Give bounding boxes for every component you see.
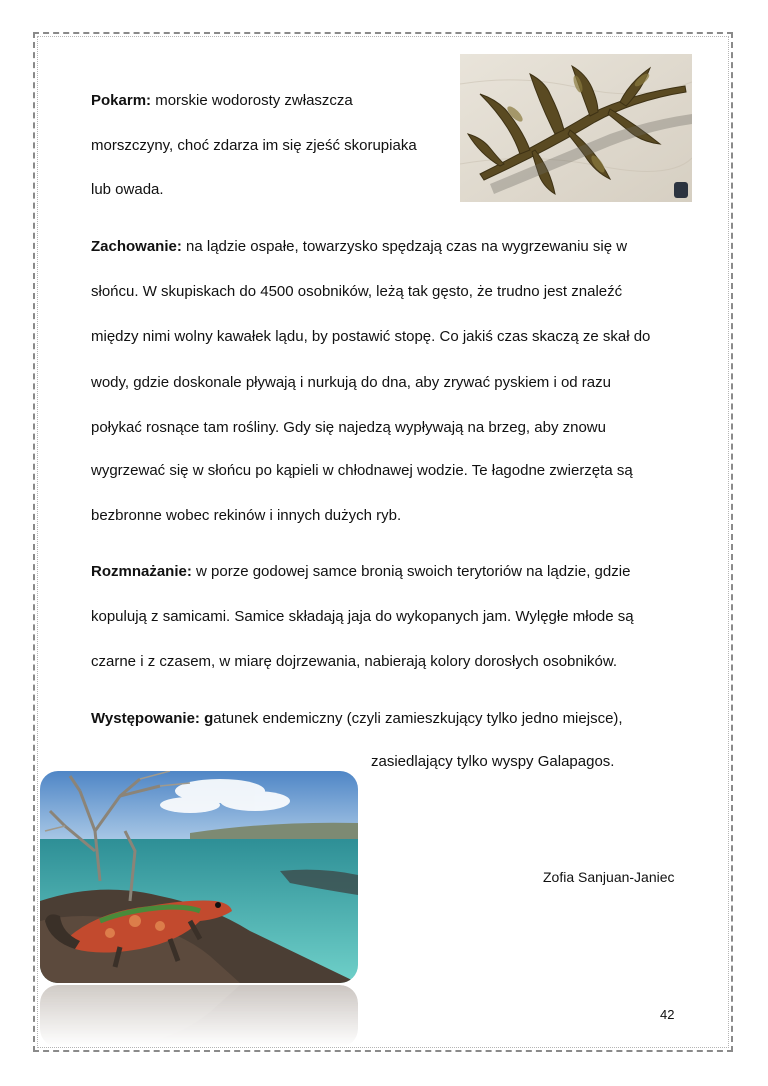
occurrence-line-2: zasiedlający tylko wyspy Galapagos. (371, 753, 615, 770)
food-label: Pokarm: (91, 92, 152, 109)
occurrence-label: Występowanie: g (91, 710, 214, 727)
behavior-line-3: między nimi wolny kawałek lądu, by postawić stopę. Co jakiś czas skaczą ze skał do (91, 328, 651, 345)
food-line-1 (91, 92, 353, 110)
behavior-line-1 (91, 238, 627, 256)
behavior-label: Zachowanie: (91, 238, 182, 255)
behavior-line-7: bezbronne wobec rekinów i innych dużych ryb. (91, 507, 402, 524)
food-line-3: lub owada. (91, 181, 164, 198)
food-line-2: morszczyny, choć zdarza im się zjeść skorupiaka (91, 137, 417, 154)
reproduction-line-2: kopulują z samicami. Samice składają jaja do wykopanych jam. Wylęgłe młode są (91, 608, 634, 625)
behavior-text: na lądzie ospałe, towarzysko spędzają czas na wygrzewaniu się w (181, 238, 628, 255)
occurrence-text: atunek endemiczny (czyli zamieszkujący tylko jedno miejsce), (213, 710, 623, 727)
author-signature: Zofia Sanjuan-Janiec (543, 869, 675, 885)
reproduction-line-3: czarne i z czasem, w miarę dojrzewania, nabierają kolory dorosłych osobników. (91, 653, 618, 670)
reproduction-line-1 (91, 563, 630, 581)
page-number: 42 (660, 1007, 675, 1022)
iguana-photo-reflection (40, 985, 358, 1047)
behavior-line-2: słońcu. W skupiskach do 4500 osobników, leżą tak gęsto, że trudno jest znaleźć (91, 283, 623, 300)
reproduction-text: w porze godowej samce bronią swoich terytoriów na lądzie, gdzie (191, 563, 631, 580)
behavior-line-5: połykać rosnące tam rośliny. Gdy się najedzą wypływają na brzeg, aby znowu (91, 419, 606, 436)
behavior-line-4: wody, gdzie doskonale pływają i nurkują do dna, aby zrywać pyskiem i od razu (91, 374, 611, 391)
seaweed-photo (460, 54, 692, 202)
behavior-line-6: wygrzewać się w słońcu po kąpieli w chłodnawej wodzie. Te łagodne zwierzęta są (91, 462, 633, 479)
iguana-photo (40, 771, 358, 983)
reproduction-label: Rozmnażanie: (91, 563, 192, 580)
food-text: morskie wodorosty zwłaszcza (151, 92, 353, 109)
occurrence-line-1 (91, 710, 623, 728)
